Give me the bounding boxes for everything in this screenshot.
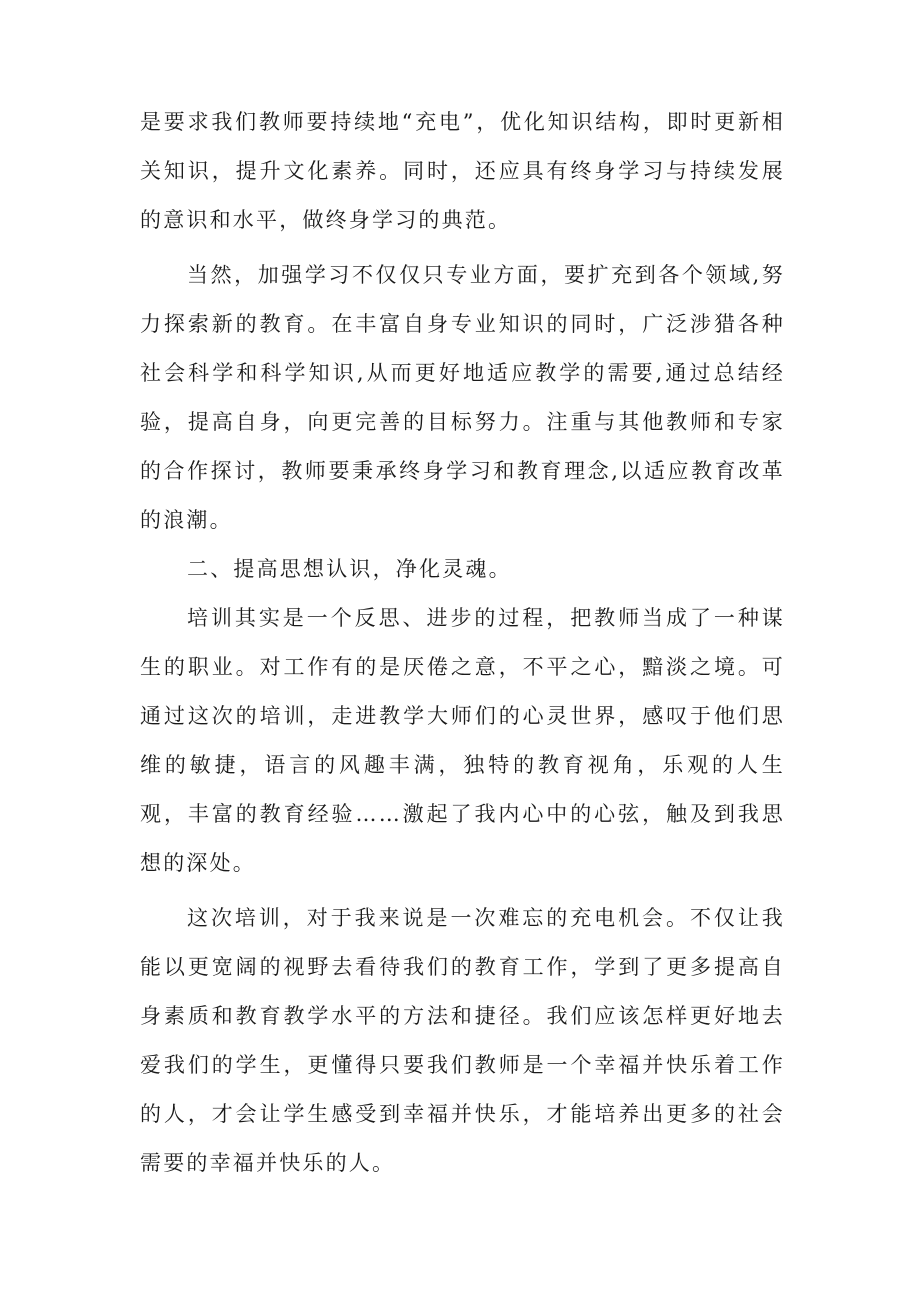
paragraph-reflection: 培训其实是一个反思、进步的过程，把教师当成了一种谋生的职业。对工作有的是厌倦之意，不平之心，黯淡之境。可通过这次的培训，走进教学大师们的心灵世界，感叹于他们思维的敏捷，语言的风趣丰满，独特的教育视角，乐观的人生观，丰富的教育经验……激起了我内心中的心弦，触及到我思想的深处。: [140, 606, 785, 875]
paragraph-conclusion: 这次培训，对于我来说是一次难忘的充电机会。不仅让我能以更宽阔的视野去看待我们的教育工作，学到了更多提高自身素质和教育教学水平的方法和捷径。我们应该怎样更好地去爱我们的学生，更懂得只要我们教师是一个幸福并快乐着工作的人，才会让学生感受到幸福并快乐，才能培养出更多的社会需要的幸福并快乐的人。: [140, 906, 785, 1175]
section-heading: 二、提高思想认识，净化灵魂。: [187, 557, 512, 581]
paragraph-continuation: 是要求我们教师要持续地“充电”，优化知识结构，即时更新相关知识，提升文化素养。同时，还应具有终身学习与持续发展的意识和水平，做终身学习的典范。: [140, 110, 785, 232]
paragraph-learning: 当然，加强学习不仅仅只专业方面，要扩充到各个领域,努力探索新的教育。在丰富自身专业知识的同时，广泛涉猎各种社会科学和科学知识,从而更好地适应教学的需要,通过总结经验，提高自身，向更完善的目标努力。注重与其他教师和专家的合作探讨，教师要秉承终身学习和教育理念,以适应教育改革的浪潮。: [140, 263, 785, 532]
document-body: [140, 98, 785, 1188]
